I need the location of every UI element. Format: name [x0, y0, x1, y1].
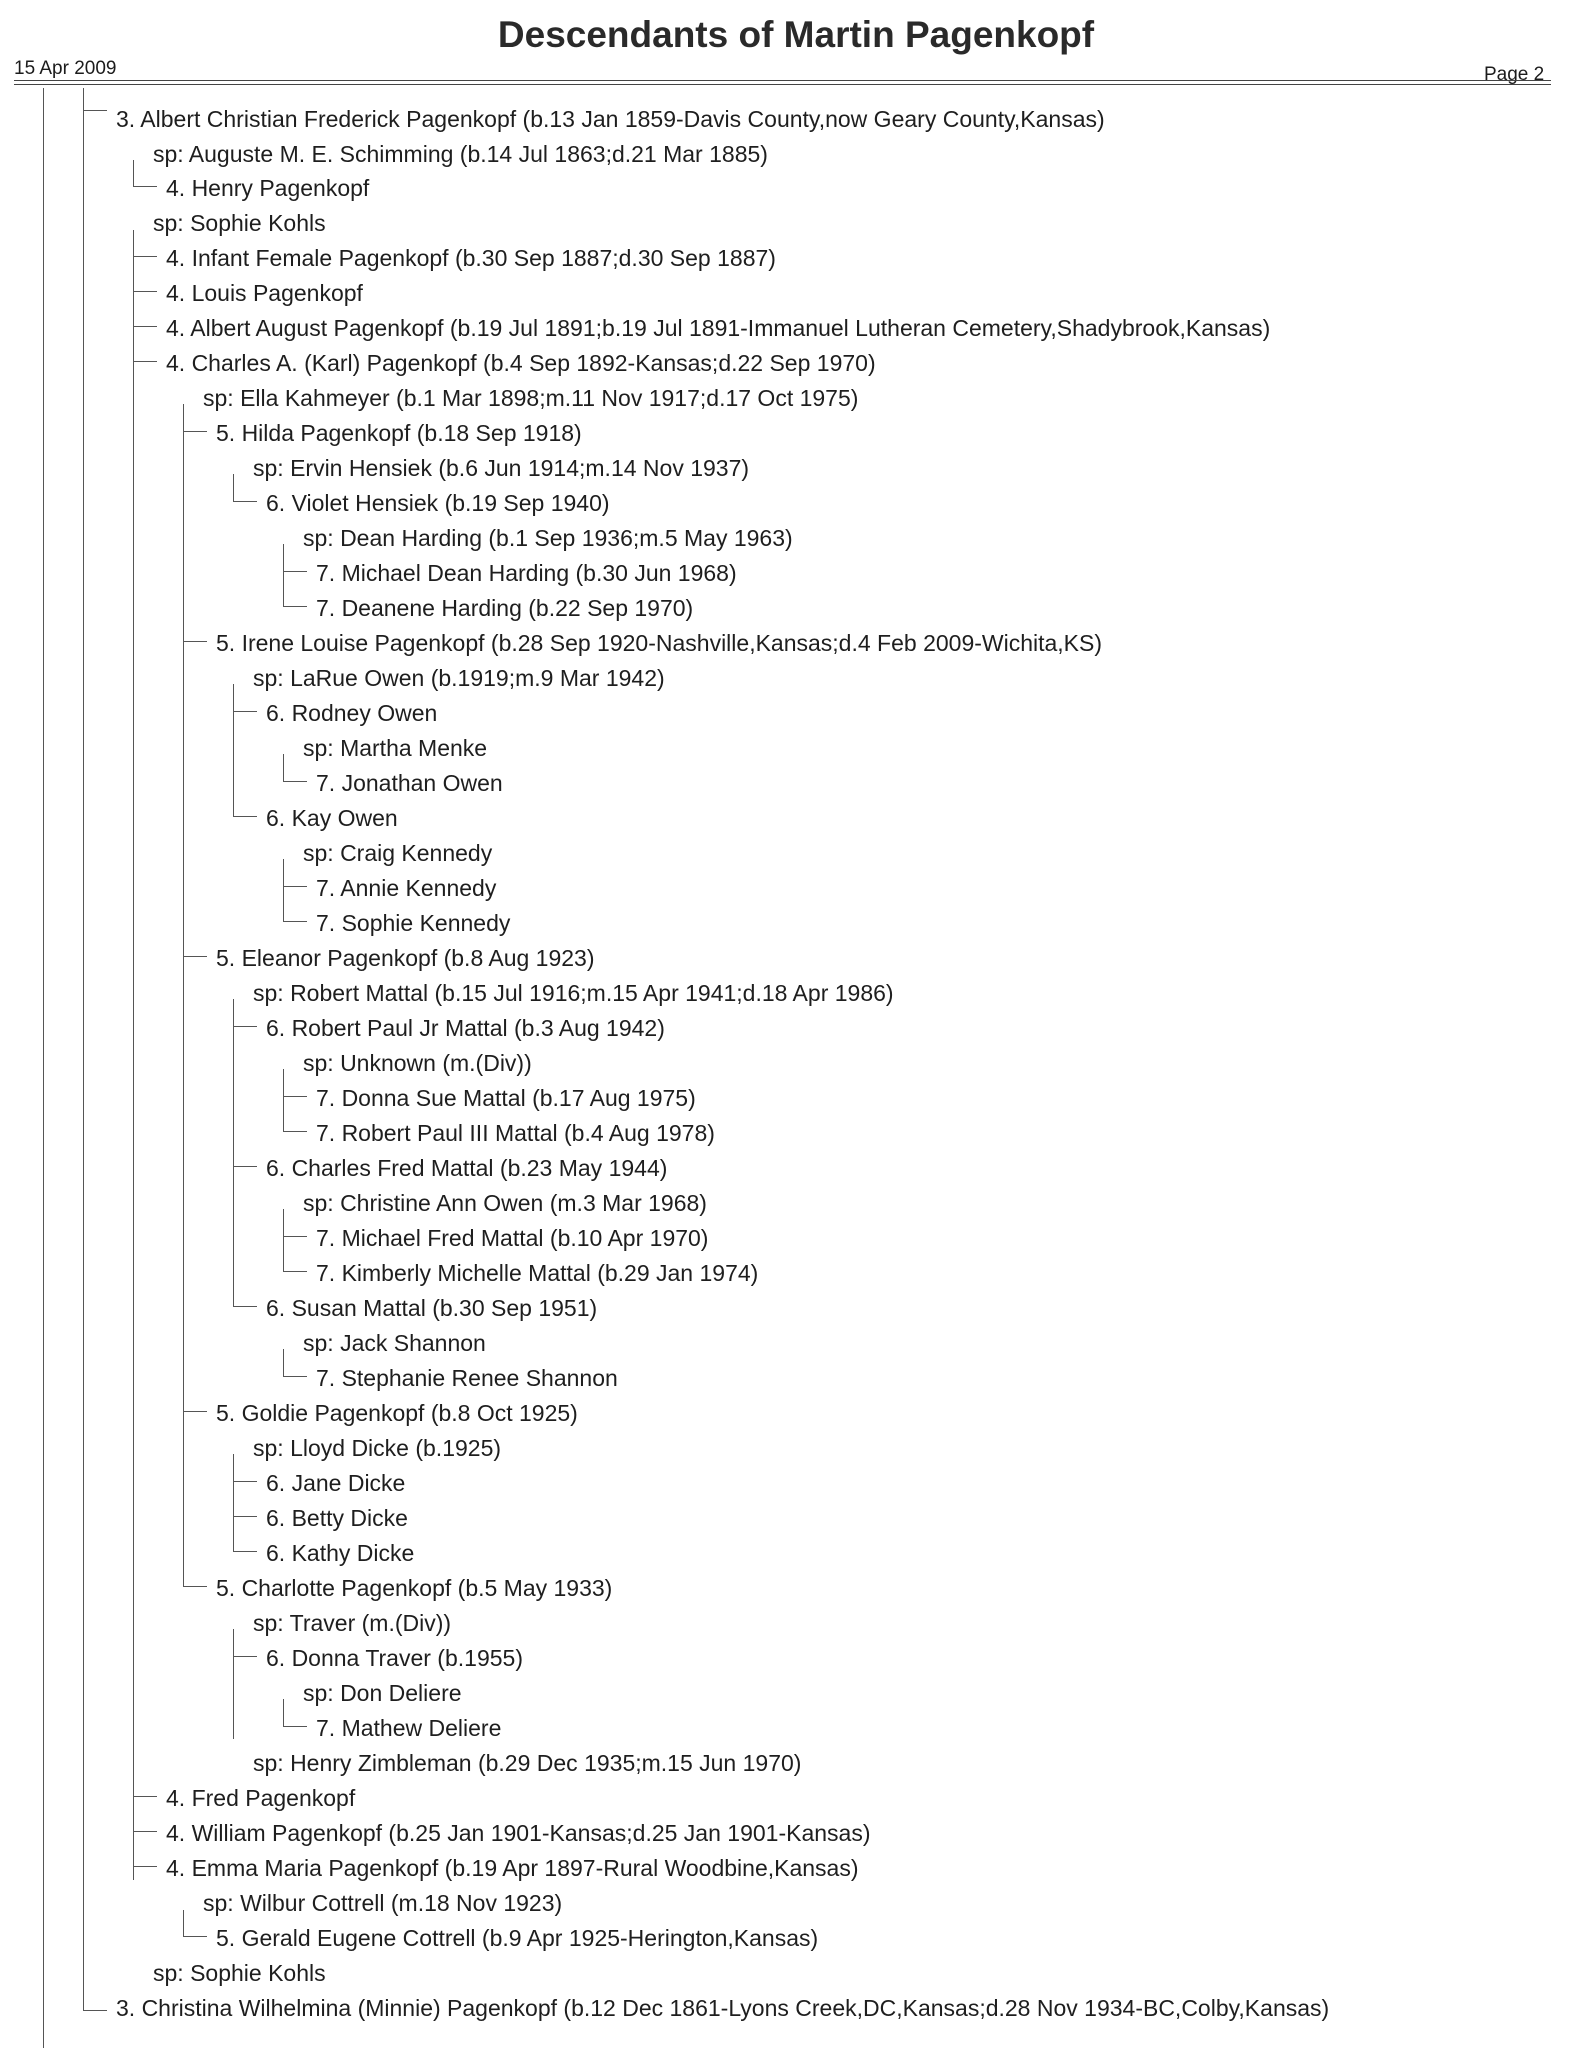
tree-line [283, 1069, 284, 1131]
tree-line [233, 684, 234, 816]
tree-entry: 4. Louis Pagenkopf [166, 280, 363, 306]
tree-line [183, 1586, 207, 1587]
tree-line [283, 921, 307, 922]
tree-line [233, 1516, 257, 1517]
tree-entry: 7. Donna Sue Mattal (b.17 Aug 1975) [316, 1085, 696, 1111]
tree-entry: sp: LaRue Owen (b.1919;m.9 Mar 1942) [253, 665, 665, 691]
tree-line [233, 1166, 257, 1167]
tree-entry: 7. Stephanie Renee Shannon [316, 1365, 618, 1391]
tree-line [233, 1026, 257, 1027]
tree-entry: 6. Kathy Dicke [266, 1540, 415, 1566]
tree-line [83, 110, 107, 111]
tree-line [233, 999, 234, 1306]
tree-line [283, 1349, 284, 1376]
tree-line [233, 1629, 234, 1739]
tree-line [183, 1910, 184, 1936]
tree-entry: sp: Henry Zimbleman (b.29 Dec 1935;m.15 Jun 1970) [253, 1750, 802, 1776]
tree-line [133, 160, 134, 186]
tree-entry: 7. Michael Fred Mattal (b.10 Apr 1970) [316, 1225, 709, 1251]
tree-entry: sp: Jack Shannon [303, 1330, 486, 1356]
tree-entry: 7. Mathew Deliere [316, 1715, 502, 1741]
tree-entry: sp: Craig Kennedy [303, 840, 493, 866]
tree-entry: 5. Eleanor Pagenkopf (b.8 Aug 1923) [216, 945, 595, 971]
tree-line [283, 1376, 307, 1377]
tree-entry: 6. Rodney Owen [266, 700, 438, 726]
tree-entry: 7. Robert Paul III Mattal (b.4 Aug 1978) [316, 1120, 715, 1146]
tree-line [233, 711, 257, 712]
tree-line [183, 641, 207, 642]
tree-line [283, 1699, 284, 1726]
tree-line [233, 1481, 257, 1482]
tree-line [183, 404, 184, 1586]
tree-entry: 7. Sophie Kennedy [316, 910, 511, 936]
tree-line [133, 291, 157, 292]
tree-line [283, 1209, 284, 1271]
tree-entry: 3. Christina Wilhelmina (Minnie) Pagenkopf (b.12 Dec 1861-Lyons Creek,DC,Kansas;d.28 Nov 1934-BC,Colby,Kansas) [116, 1995, 1330, 2021]
tree-entry: sp: Christine Ann Owen (m.3 Mar 1968) [303, 1190, 707, 1216]
tree-entry: 4. Fred Pagenkopf [166, 1785, 356, 1811]
tree-line [233, 816, 257, 817]
tree-entry: 6. Susan Mattal (b.30 Sep 1951) [266, 1295, 598, 1321]
tree-entry: sp: Ella Kahmeyer (b.1 Mar 1898;m.11 Nov 1917;d.17 Oct 1975) [203, 385, 859, 411]
tree-line [233, 1306, 257, 1307]
tree-entry: 4. Albert August Pagenkopf (b.19 Jul 1891;b.19 Jul 1891-Immanuel Lutheran Cemetery,Shadybrook,Kansas) [166, 315, 1271, 341]
tree-line [283, 1096, 307, 1097]
tree-entry: sp: Dean Harding (b.1 Sep 1936;m.5 May 1963) [303, 525, 793, 551]
tree-line [83, 88, 84, 2010]
tree-entry: 6. Betty Dicke [266, 1505, 408, 1531]
tree-entry: sp: Sophie Kohls [153, 1960, 326, 1986]
tree-entry: sp: Lloyd Dicke (b.1925) [253, 1435, 502, 1461]
tree-line [133, 361, 157, 362]
tree-line [133, 326, 157, 327]
tree-entry: 5. Irene Louise Pagenkopf (b.28 Sep 1920-Nashville,Kansas;d.4 Feb 2009-Wichita,KS) [216, 630, 1103, 656]
tree-line [283, 781, 307, 782]
tree-line [283, 571, 307, 572]
tree-entry: sp: Robert Mattal (b.15 Jul 1916;m.15 Apr 1941;d.18 Apr 1986) [253, 980, 894, 1006]
tree-entry: sp: Traver (m.(Div)) [253, 1610, 452, 1636]
tree-entry: 5. Charlotte Pagenkopf (b.5 May 1933) [216, 1575, 613, 1601]
header-rule [14, 80, 1551, 81]
tree-entry: sp: Sophie Kohls [153, 210, 326, 236]
tree-entry: 6. Donna Traver (b.1955) [266, 1645, 523, 1671]
tree-entry: 5. Hilda Pagenkopf (b.18 Sep 1918) [216, 420, 582, 446]
tree-line [233, 1656, 257, 1657]
tree-entry: 7. Annie Kennedy [316, 875, 497, 901]
tree-line [283, 1271, 307, 1272]
header-date: 15 Apr 2009 [14, 58, 117, 79]
header-page-number: Page 2 [1484, 64, 1545, 85]
tree-line [133, 1796, 157, 1797]
tree-line [233, 1551, 257, 1552]
tree-entry: 6. Robert Paul Jr Mattal (b.3 Aug 1942) [266, 1015, 665, 1041]
tree-entry: 6. Kay Owen [266, 805, 398, 831]
tree-line [283, 606, 307, 607]
tree-line [133, 230, 134, 1880]
tree-entry: sp: Martha Menke [303, 735, 488, 761]
tree-entry: 4. Infant Female Pagenkopf (b.30 Sep 1887;d.30 Sep 1887) [166, 245, 776, 271]
tree-entry: 6. Charles Fred Mattal (b.23 May 1944) [266, 1155, 668, 1181]
tree-line [283, 886, 307, 887]
tree-line [43, 88, 44, 2048]
tree-line [283, 1726, 307, 1727]
tree-entry: 4. Henry Pagenkopf [166, 175, 370, 201]
tree-entry: 3. Albert Christian Frederick Pagenkopf (b.13 Jan 1859-Davis County,now Geary County,Kansas) [116, 106, 1105, 132]
tree-line [283, 754, 284, 781]
tree-entry: 6. Jane Dicke [266, 1470, 406, 1496]
tree-entry: 4. Emma Maria Pagenkopf (b.19 Apr 1897-Rural Woodbine,Kansas) [166, 1855, 859, 1881]
tree-line [283, 859, 284, 921]
tree-entry: 7. Deanene Harding (b.22 Sep 1970) [316, 595, 694, 621]
tree-line [133, 186, 157, 187]
tree-entry: 4. William Pagenkopf (b.25 Jan 1901-Kansas;d.25 Jan 1901-Kansas) [166, 1820, 871, 1846]
tree-entry: 6. Violet Hensiek (b.19 Sep 1940) [266, 490, 610, 516]
tree-entry: 4. Charles A. (Karl) Pagenkopf (b.4 Sep 1892-Kansas;d.22 Sep 1970) [166, 350, 876, 376]
document-title: Descendants of Martin Pagenkopf [497, 14, 1095, 55]
tree-line [283, 1131, 307, 1132]
tree-line [183, 1936, 207, 1937]
tree-line [233, 1454, 234, 1551]
tree-entry: sp: Unknown (m.(Div)) [303, 1050, 532, 1076]
tree-entry: 7. Kimberly Michelle Mattal (b.29 Jan 1974) [316, 1260, 759, 1286]
tree-line [233, 501, 257, 502]
tree-entry: sp: Don Deliere [303, 1680, 462, 1706]
tree-line [283, 1236, 307, 1237]
tree-line [133, 256, 157, 257]
tree-entry: 7. Jonathan Owen [316, 770, 503, 796]
tree-entry: 5. Gerald Eugene Cottrell (b.9 Apr 1925-Herington,Kansas) [216, 1925, 819, 1951]
tree-line [183, 956, 207, 957]
tree-entry: sp: Auguste M. E. Schimming (b.14 Jul 1863;d.21 Mar 1885) [153, 141, 768, 167]
tree-line [83, 2010, 107, 2011]
tree-line [133, 1866, 157, 1867]
tree-entry: 5. Goldie Pagenkopf (b.8 Oct 1925) [216, 1400, 578, 1426]
header-rule-secondary [14, 84, 1551, 85]
tree-entry: 7. Michael Dean Harding (b.30 Jun 1968) [316, 560, 737, 586]
tree-entry: sp: Ervin Hensiek (b.6 Jun 1914;m.14 Nov 1937) [253, 455, 750, 481]
tree-entry: sp: Wilbur Cottrell (m.18 Nov 1923) [203, 1890, 563, 1916]
tree-line [233, 474, 234, 501]
tree-line [183, 1411, 207, 1412]
tree-line [133, 1831, 157, 1832]
tree-line [183, 431, 207, 432]
tree-line [283, 544, 284, 606]
